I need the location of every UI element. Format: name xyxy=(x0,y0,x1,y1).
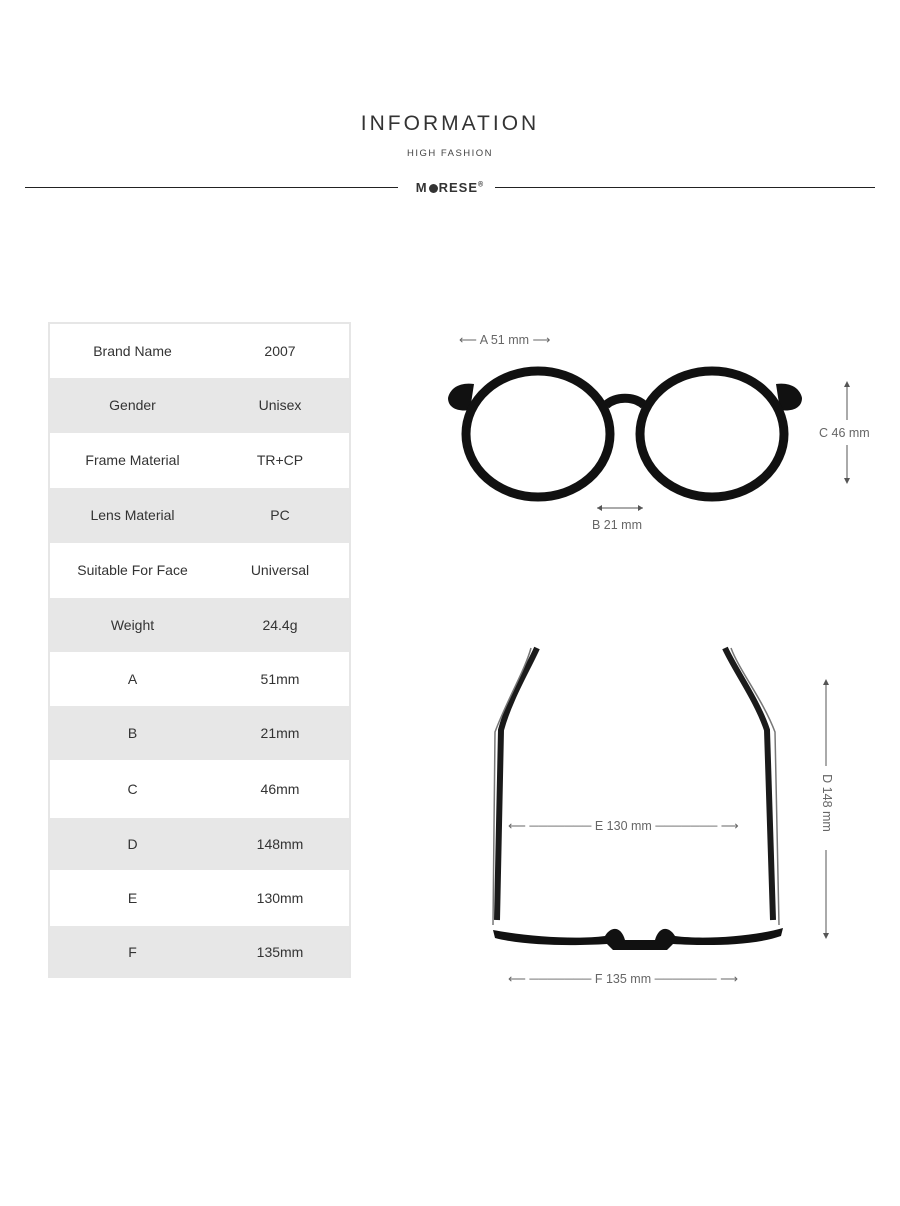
header-divider-right xyxy=(495,187,875,188)
brand-logo-suffix: RESE xyxy=(438,180,479,195)
spec-label: Suitable For Face xyxy=(77,562,188,578)
dimension-c-label: C 46 mm xyxy=(819,426,870,440)
brand-logo-prefix: M xyxy=(415,180,428,195)
spec-label: D xyxy=(127,836,138,852)
dimension-f xyxy=(508,971,738,986)
spec-row-e xyxy=(50,870,349,926)
spec-row-c xyxy=(50,760,349,818)
page-title: INFORMATION xyxy=(360,112,540,135)
dimension-d-label: D 148 mm xyxy=(820,774,834,832)
dimension-b-line xyxy=(595,503,645,513)
spec-row-b xyxy=(50,706,349,760)
spec-label: Brand Name xyxy=(93,343,172,359)
spec-label: A xyxy=(127,671,138,687)
page-subtitle: HIGH FASHION xyxy=(406,148,494,159)
arrow-right-icon: ⟶ xyxy=(532,333,551,347)
spec-label: B xyxy=(127,725,138,741)
spec-value: 46mm xyxy=(260,781,300,797)
dimension-e xyxy=(508,818,739,833)
left-lens xyxy=(466,371,610,497)
dimension-f-left-arrow: ⟵ ─────── xyxy=(508,972,595,986)
dimension-b-label: B 21 mm xyxy=(592,518,643,532)
dimension-f-label: F 135 mm xyxy=(594,972,652,986)
spec-value: TR+CP xyxy=(256,452,304,468)
spec-label: Lens Material xyxy=(90,507,175,523)
spec-label: F xyxy=(128,944,137,960)
arrow-left-icon: ⟵ xyxy=(459,333,477,347)
glasses-top-view xyxy=(485,640,795,960)
dimension-e-label: E 130 mm xyxy=(594,819,652,833)
spec-row-d xyxy=(50,818,349,870)
dimension-e-left-arrow: ⟵ ─────── xyxy=(508,819,595,833)
spec-row-lens-material xyxy=(50,488,349,543)
spec-label: Frame Material xyxy=(85,452,180,468)
spec-value: 148mm xyxy=(256,836,304,852)
spec-row-gender xyxy=(50,378,349,433)
spec-label: Gender xyxy=(109,397,156,413)
brand-logo xyxy=(400,180,500,195)
spec-label: C xyxy=(127,781,138,797)
spec-label: Weight xyxy=(110,617,155,633)
spec-value: 21mm xyxy=(260,725,300,741)
spec-value: Universal xyxy=(250,562,310,578)
right-lens xyxy=(640,371,784,497)
glasses-front-view xyxy=(440,360,810,510)
bridge xyxy=(606,398,644,405)
registered-mark: ® xyxy=(478,181,485,189)
spec-label: E xyxy=(127,890,138,906)
dimension-a-label: A 51 mm xyxy=(479,333,530,347)
spec-value: 2007 xyxy=(264,343,296,359)
right-temple xyxy=(725,648,773,920)
dimension-f-right-arrow: ─────── ⟶ xyxy=(654,972,738,986)
spec-row-brand-name xyxy=(50,324,349,378)
brand-logo-o-icon xyxy=(429,184,438,193)
spec-value: 51mm xyxy=(260,671,300,687)
spec-value: PC xyxy=(270,507,290,523)
spec-row-frame-material xyxy=(50,433,349,488)
left-temple xyxy=(497,648,537,920)
front-frame xyxy=(493,928,783,950)
spec-value: 130mm xyxy=(256,890,304,906)
spec-row-a xyxy=(50,652,349,706)
spec-value: 135mm xyxy=(256,944,304,960)
dimension-a xyxy=(459,332,550,347)
spec-value: 24.4g xyxy=(262,617,298,633)
spec-table xyxy=(48,322,351,978)
spec-row-weight xyxy=(50,598,349,652)
spec-row-suitable-for-face xyxy=(50,543,349,598)
spec-row-f xyxy=(50,926,349,978)
dimension-e-right-arrow: ─────── ⟶ xyxy=(655,819,739,833)
header-divider-left xyxy=(25,187,398,188)
spec-value: Unisex xyxy=(258,397,302,413)
